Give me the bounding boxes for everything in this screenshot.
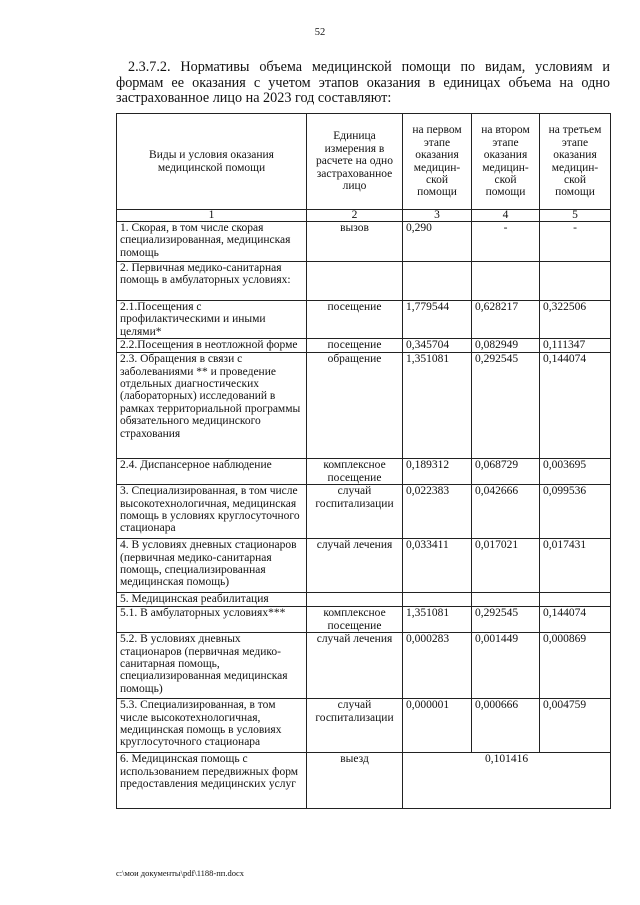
row-name: 3. Специализированная, в том числе высокотехнологичная, медицинская помощь в условиях круглосуточного стационара (117, 485, 307, 539)
row-unit: случай лечения (307, 539, 403, 593)
row-unit: вызов (307, 222, 403, 262)
table-row (117, 262, 611, 301)
row-value-stage-1: 1,779544 (403, 301, 472, 339)
row-value-stage-3 (540, 262, 611, 301)
row-value-stage-3: 0,111347 (540, 339, 611, 353)
row-value-stage-3: 0,004759 (540, 699, 611, 753)
row-value-stage-3: 0,003695 (540, 459, 611, 485)
table-row (117, 753, 611, 809)
row-value-stage-2 (472, 593, 540, 607)
header-row (117, 114, 611, 210)
row-value-stage-1: 0,000001 (403, 699, 472, 753)
row-unit: посещение (307, 339, 403, 353)
row-unit: случай госпитализации (307, 699, 403, 753)
row-value-stage-2: - (472, 222, 540, 262)
row-unit: случай госпитализации (307, 485, 403, 539)
header-kind: Виды и условия оказания медицинской помощи (117, 114, 307, 210)
row-name: 5.3. Специализированная, в том числе высокотехнологичная, медицинская помощь в условиях круглосуточного стационара (117, 699, 307, 753)
row-value-stage-1 (403, 593, 472, 607)
row-value-stage-1: 1,351081 (403, 353, 472, 459)
row-value-stage-2: 0,292545 (472, 607, 540, 633)
row-value-stage-2 (472, 262, 540, 301)
col-number: 1 (117, 210, 307, 222)
table-row (117, 593, 611, 607)
row-name: 4. В условиях дневных стационаров (первичная медико-санитарная помощь, специализированная медицинская помощь) (117, 539, 307, 593)
col-number: 5 (540, 210, 611, 222)
row-unit: выезд (307, 753, 403, 809)
row-value-stage-2: 0,017021 (472, 539, 540, 593)
row-name: 1. Скорая, в том числе скорая специализированная, медицинская помощь (117, 222, 307, 262)
row-value-stage-3: - (540, 222, 611, 262)
row-value-stage-1: 0,189312 (403, 459, 472, 485)
row-unit: обращение (307, 353, 403, 459)
row-unit: комплексное посещение (307, 607, 403, 633)
row-value-stage-2: 0,292545 (472, 353, 540, 459)
row-value-stage-2: 0,082949 (472, 339, 540, 353)
row-name: 2.3. Обращения в связи с заболеваниями ** и проведение отдельных диагностических (лабораторных) исследований в рамках территориальной программы обязательного медицинского страхования (117, 353, 307, 459)
row-name: 5.2. В условиях дневных стационаров (первичная медико-санитарная помощь, специализированная медицинская помощь) (117, 633, 307, 699)
header-stage-1: на первом этапе оказания медицин-ской помощи (403, 114, 472, 210)
row-unit: посещение (307, 301, 403, 339)
row-value-stage-1: 0,000283 (403, 633, 472, 699)
row-merged-value: 0,101416 (403, 753, 611, 809)
column-number-row (117, 210, 611, 222)
norms-table (116, 113, 611, 809)
row-value-stage-2: 0,000666 (472, 699, 540, 753)
table-row (117, 699, 611, 753)
row-value-stage-3: 0,322506 (540, 301, 611, 339)
row-name: 5. Медицинская реабилитация (117, 593, 307, 607)
row-unit: случай лечения (307, 633, 403, 699)
row-value-stage-2: 0,042666 (472, 485, 540, 539)
footer-file-path: c:\мои документы\pdf\1188-пп.docx (116, 868, 244, 878)
table-row (117, 353, 611, 459)
row-name: 5.1. В амбулаторных условиях*** (117, 607, 307, 633)
col-number: 4 (472, 210, 540, 222)
table-row (117, 459, 611, 485)
row-value-stage-3: 0,017431 (540, 539, 611, 593)
row-unit: комплексное посещение (307, 459, 403, 485)
row-name: 2.2.Посещения в неотложной форме (117, 339, 307, 353)
row-value-stage-3: 0,144074 (540, 607, 611, 633)
row-value-stage-1: 0,345704 (403, 339, 472, 353)
row-value-stage-2: 0,001449 (472, 633, 540, 699)
table-row (117, 633, 611, 699)
header-unit: Единица измерения в расчете на одно застрахованное лицо (307, 114, 403, 210)
table-row (117, 301, 611, 339)
table-row (117, 339, 611, 353)
table-row (117, 222, 611, 262)
table-row (117, 607, 611, 633)
row-unit (307, 262, 403, 301)
table-row (117, 539, 611, 593)
header-stage-2: на втором этапе оказания медицин-ской помощи (472, 114, 540, 210)
row-value-stage-1: 0,022383 (403, 485, 472, 539)
row-value-stage-3 (540, 593, 611, 607)
section-heading: 2.3.7.2. Нормативы объема медицинской помощи по видам, условиям и формам ее оказания с учетом этапов оказания в единицах объема на одно застрахованное лицо на 2023 год составляют: (116, 59, 610, 106)
row-name: 2.1.Посещения с профилактическими и иными целями* (117, 301, 307, 339)
row-value-stage-3: 0,099536 (540, 485, 611, 539)
col-number: 3 (403, 210, 472, 222)
row-value-stage-2: 0,068729 (472, 459, 540, 485)
row-value-stage-2: 0,628217 (472, 301, 540, 339)
row-value-stage-1: 1,351081 (403, 607, 472, 633)
row-name: 2.4. Диспансерное наблюдение (117, 459, 307, 485)
row-name: 6. Медицинская помощь с использованием передвижных форм предоставления медицинских услуг (117, 753, 307, 809)
row-value-stage-3: 0,144074 (540, 353, 611, 459)
row-value-stage-1: 0,290 (403, 222, 472, 262)
row-value-stage-3: 0,000869 (540, 633, 611, 699)
page-number: 52 (314, 27, 326, 38)
row-value-stage-1: 0,033411 (403, 539, 472, 593)
row-unit (307, 593, 403, 607)
row-value-stage-1 (403, 262, 472, 301)
header-stage-3: на третьем этапе оказания медицин-ской помощи (540, 114, 611, 210)
table-row (117, 485, 611, 539)
row-name: 2. Первичная медико-санитарная помощь в амбулаторных условиях: (117, 262, 307, 301)
col-number: 2 (307, 210, 403, 222)
